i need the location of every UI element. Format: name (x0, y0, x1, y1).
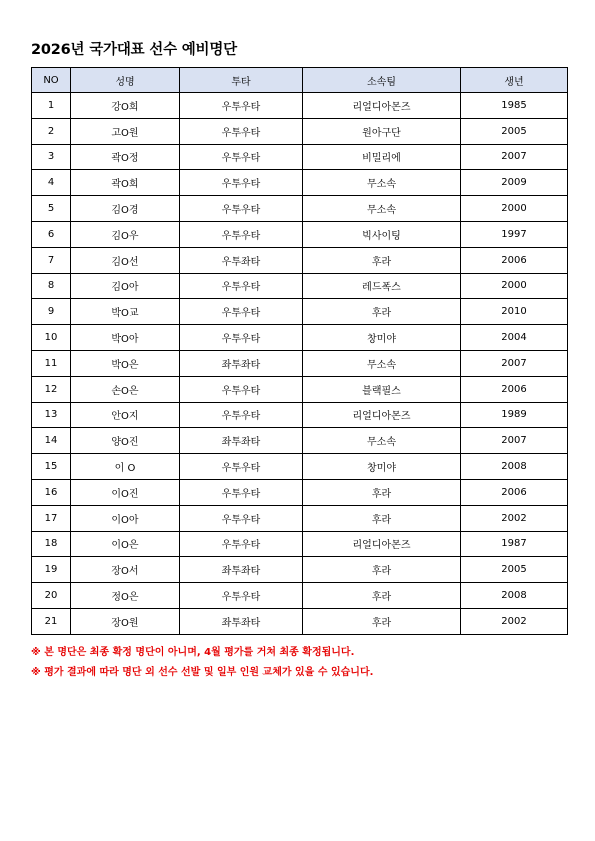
cell-birth-year: 2008 (461, 583, 568, 609)
cell-team: 후라 (303, 505, 461, 531)
cell-team: 리얼디아몬즈 (303, 531, 461, 557)
cell-team: 블랙필스 (303, 376, 461, 402)
document-title: 2026년 국가대표 선수 예비명단 (31, 42, 237, 58)
table-row (32, 402, 568, 428)
cell-throw-bat: 우투우타 (180, 93, 303, 119)
cell-birth-year: 2009 (461, 170, 568, 196)
table-row (32, 118, 568, 144)
cell-name: 김O아 (71, 273, 180, 299)
cell-birth-year: 2005 (461, 118, 568, 144)
cell-name: 김O선 (71, 247, 180, 273)
cell-name: 박O아 (71, 325, 180, 351)
cell-name: 이O진 (71, 479, 180, 505)
cell-team: 레드폭스 (303, 273, 461, 299)
cell-birth-year: 2000 (461, 273, 568, 299)
cell-team: 창미야 (303, 454, 461, 480)
table-row (32, 350, 568, 376)
cell-name: 이O은 (71, 531, 180, 557)
cell-no: 20 (32, 583, 71, 609)
cell-name: 이 O (71, 454, 180, 480)
cell-throw-bat: 우투우타 (180, 118, 303, 144)
cell-name: 곽O정 (71, 144, 180, 170)
table-row (32, 583, 568, 609)
cell-throw-bat: 우투우타 (180, 221, 303, 247)
cell-throw-bat: 좌투좌타 (180, 428, 303, 454)
cell-team: 후라 (303, 479, 461, 505)
table-row (32, 428, 568, 454)
cell-team: 무소속 (303, 170, 461, 196)
column-header-birth-year: 생년 (461, 68, 568, 93)
cell-no: 18 (32, 531, 71, 557)
cell-name: 양O진 (71, 428, 180, 454)
roster-table (31, 67, 568, 635)
cell-name: 박O교 (71, 299, 180, 325)
table-row (32, 531, 568, 557)
cell-no: 5 (32, 196, 71, 222)
cell-name: 김O우 (71, 221, 180, 247)
table-header-row (32, 68, 568, 93)
cell-name: 이O아 (71, 505, 180, 531)
cell-team: 후라 (303, 247, 461, 273)
cell-birth-year: 2000 (461, 196, 568, 222)
cell-birth-year: 2006 (461, 479, 568, 505)
cell-birth-year: 2006 (461, 247, 568, 273)
cell-no: 6 (32, 221, 71, 247)
column-header-no: NO (32, 68, 71, 93)
cell-team: 빅사이팅 (303, 221, 461, 247)
cell-throw-bat: 우투우타 (180, 505, 303, 531)
cell-no: 4 (32, 170, 71, 196)
cell-birth-year: 1997 (461, 221, 568, 247)
table-row (32, 299, 568, 325)
cell-name: 정O은 (71, 583, 180, 609)
cell-throw-bat: 우투우타 (180, 196, 303, 222)
cell-birth-year: 2004 (461, 325, 568, 351)
cell-name: 안O지 (71, 402, 180, 428)
cell-birth-year: 2008 (461, 454, 568, 480)
cell-no: 19 (32, 557, 71, 583)
table-row (32, 196, 568, 222)
cell-no: 17 (32, 505, 71, 531)
cell-throw-bat: 우투우타 (180, 583, 303, 609)
cell-team: 창미야 (303, 325, 461, 351)
cell-throw-bat: 우투우타 (180, 273, 303, 299)
cell-throw-bat: 우투우타 (180, 144, 303, 170)
cell-birth-year: 2002 (461, 505, 568, 531)
table-row (32, 247, 568, 273)
table-row (32, 505, 568, 531)
table-row (32, 608, 568, 634)
note-line: ※ 평가 결과에 따라 명단 외 선수 선발 및 일부 인원 교체가 있을 수 있습니다. (31, 667, 374, 678)
cell-team: 후라 (303, 608, 461, 634)
cell-team: 원아구단 (303, 118, 461, 144)
cell-no: 2 (32, 118, 71, 144)
cell-birth-year: 2007 (461, 428, 568, 454)
cell-no: 13 (32, 402, 71, 428)
cell-team: 비밀리에 (303, 144, 461, 170)
cell-throw-bat: 우투우타 (180, 325, 303, 351)
cell-no: 9 (32, 299, 71, 325)
cell-throw-bat: 좌투좌타 (180, 608, 303, 634)
cell-throw-bat: 우투좌타 (180, 247, 303, 273)
note-line: ※ 본 명단은 최종 확정 명단이 아니며, 4월 평가를 거쳐 최종 확정됩니다. (31, 647, 355, 658)
cell-name: 손O은 (71, 376, 180, 402)
cell-throw-bat: 우투우타 (180, 531, 303, 557)
cell-throw-bat: 우투우타 (180, 170, 303, 196)
cell-birth-year: 2010 (461, 299, 568, 325)
cell-throw-bat: 좌투좌타 (180, 557, 303, 583)
cell-no: 3 (32, 144, 71, 170)
column-header-throw-bat: 투타 (180, 68, 303, 93)
cell-team: 리얼디아몬즈 (303, 402, 461, 428)
table-row (32, 479, 568, 505)
table-row (32, 221, 568, 247)
cell-team: 무소속 (303, 350, 461, 376)
table-row (32, 454, 568, 480)
cell-birth-year: 2007 (461, 350, 568, 376)
cell-throw-bat: 우투우타 (180, 376, 303, 402)
cell-name: 박O은 (71, 350, 180, 376)
cell-name: 강O희 (71, 93, 180, 119)
cell-name: 김O경 (71, 196, 180, 222)
table-row (32, 557, 568, 583)
table-row (32, 93, 568, 119)
cell-team: 무소속 (303, 196, 461, 222)
cell-no: 10 (32, 325, 71, 351)
table-row (32, 273, 568, 299)
cell-throw-bat: 우투우타 (180, 479, 303, 505)
cell-birth-year: 1985 (461, 93, 568, 119)
table-row (32, 170, 568, 196)
cell-team: 무소속 (303, 428, 461, 454)
cell-birth-year: 1987 (461, 531, 568, 557)
cell-no: 16 (32, 479, 71, 505)
cell-no: 12 (32, 376, 71, 402)
cell-no: 14 (32, 428, 71, 454)
column-header-name: 성명 (71, 68, 180, 93)
column-header-team: 소속팀 (303, 68, 461, 93)
cell-birth-year: 2006 (461, 376, 568, 402)
cell-no: 1 (32, 93, 71, 119)
table-row (32, 376, 568, 402)
cell-team: 후라 (303, 583, 461, 609)
cell-team: 후라 (303, 299, 461, 325)
cell-throw-bat: 우투우타 (180, 402, 303, 428)
cell-birth-year: 2007 (461, 144, 568, 170)
cell-throw-bat: 좌투좌타 (180, 350, 303, 376)
cell-no: 11 (32, 350, 71, 376)
table-row (32, 325, 568, 351)
table-body (32, 93, 568, 635)
notes-block (31, 643, 373, 683)
cell-team: 후라 (303, 557, 461, 583)
cell-throw-bat: 우투우타 (180, 299, 303, 325)
cell-no: 7 (32, 247, 71, 273)
cell-birth-year: 1989 (461, 402, 568, 428)
cell-no: 21 (32, 608, 71, 634)
cell-throw-bat: 우투우타 (180, 454, 303, 480)
table-row (32, 144, 568, 170)
cell-name: 장O원 (71, 608, 180, 634)
cell-no: 15 (32, 454, 71, 480)
cell-birth-year: 2005 (461, 557, 568, 583)
cell-team: 리얼디아몬즈 (303, 93, 461, 119)
cell-name: 고O원 (71, 118, 180, 144)
cell-no: 8 (32, 273, 71, 299)
cell-name: 곽O희 (71, 170, 180, 196)
cell-name: 장O서 (71, 557, 180, 583)
cell-birth-year: 2002 (461, 608, 568, 634)
